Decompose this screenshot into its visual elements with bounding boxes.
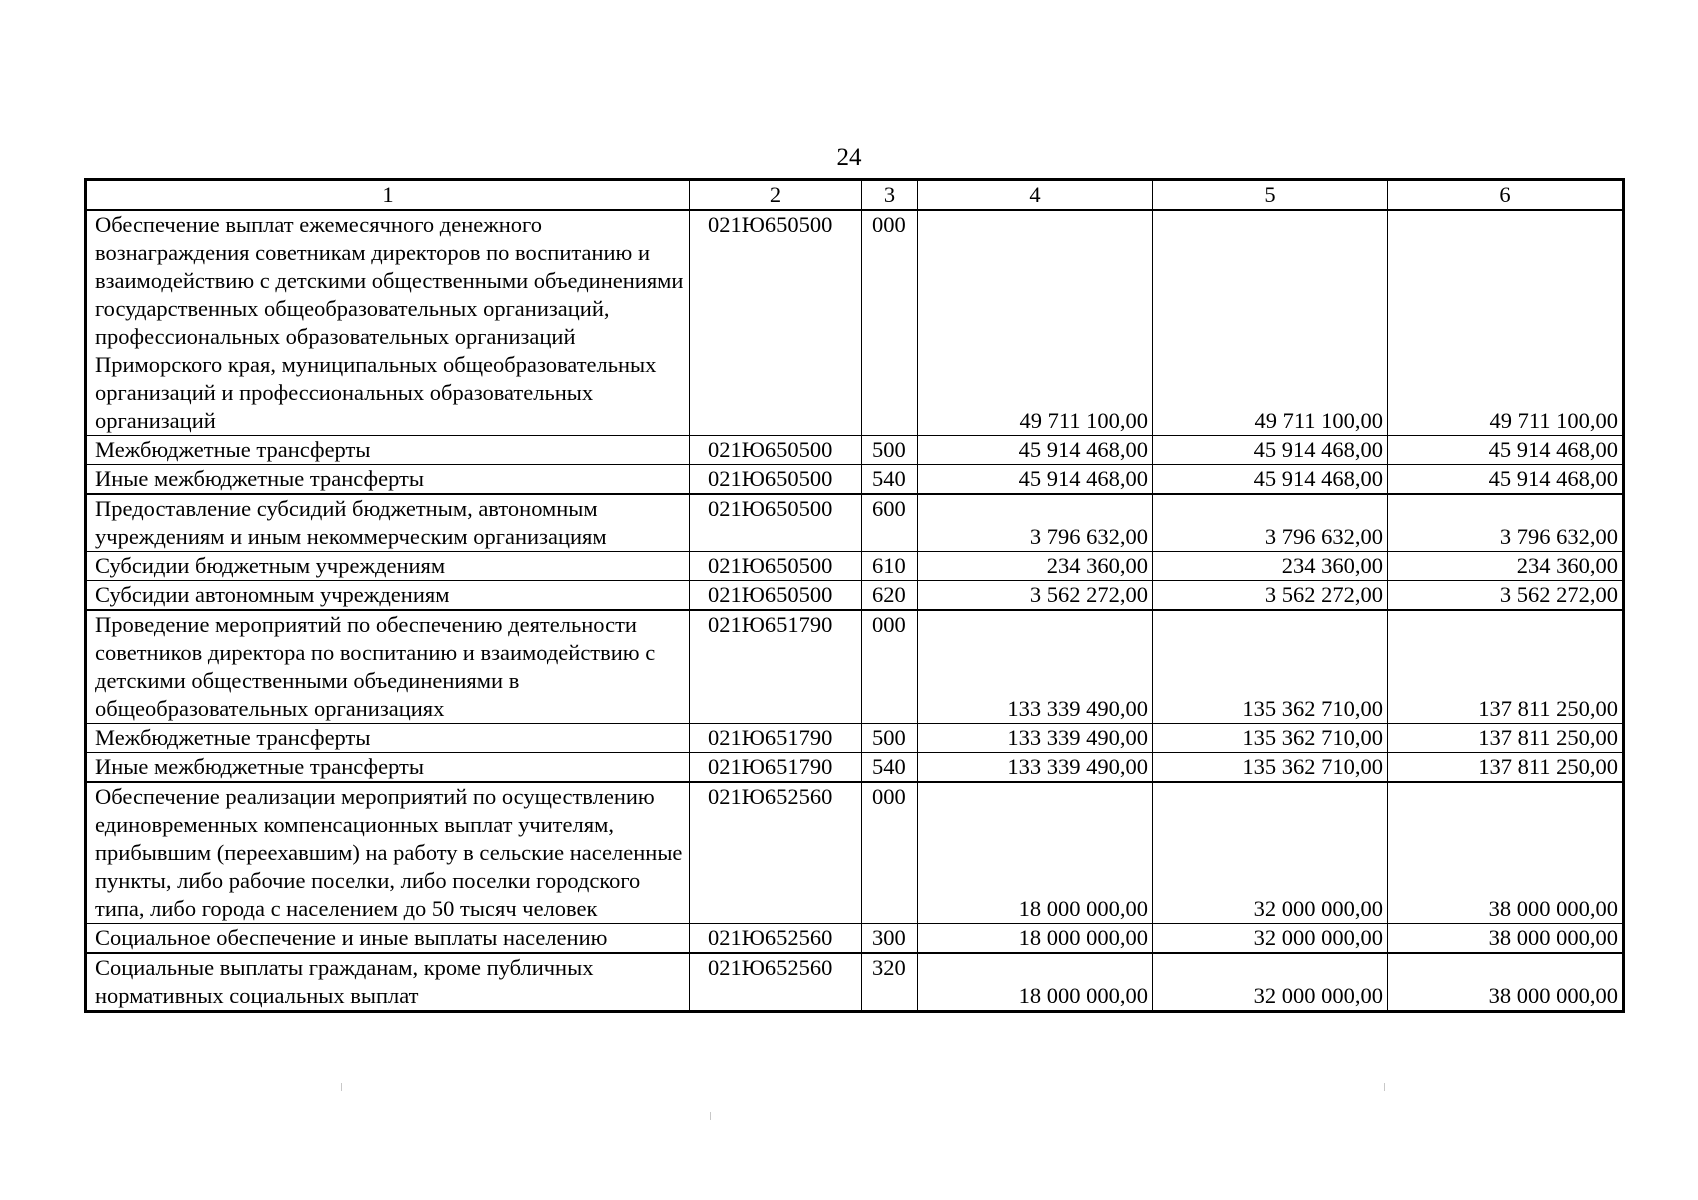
row-amount-col4: 18 000 000,00 xyxy=(918,782,1153,924)
column-header-6: 6 xyxy=(1388,180,1624,211)
table-row xyxy=(86,953,1624,1012)
row-expense-type: 000 xyxy=(862,210,918,436)
row-amount-col5: 135 362 710,00 xyxy=(1153,610,1388,724)
row-amount-col4: 45 914 468,00 xyxy=(918,436,1153,465)
table-row xyxy=(86,724,1624,753)
row-name: Субсидии бюджетным учреждениям xyxy=(86,552,690,581)
row-name: Обеспечение выплат ежемесячного денежного вознаграждения советникам директоров по воспитанию и взаимодействию с детскими общественными объединениями государственных общеобразовательных организаций, профессиональных образовательных организаций Приморского края, муниципальных общеобразовательных организаций и профессиональных образовательных организаций xyxy=(86,210,690,436)
row-name: Предоставление субсидий бюджетным, автономным учреждениям и иным некоммерческим организациям xyxy=(86,494,690,552)
column-header-1: 1 xyxy=(86,180,690,211)
row-expense-type: 540 xyxy=(862,465,918,495)
row-amount-col5: 45 914 468,00 xyxy=(1153,465,1388,495)
budget-table xyxy=(84,178,1625,1013)
row-name: Социальное обеспечение и иные выплаты населению xyxy=(86,924,690,954)
row-amount-col6: 3 796 632,00 xyxy=(1388,494,1624,552)
row-name: Иные межбюджетные трансферты xyxy=(86,465,690,495)
row-name: Межбюджетные трансферты xyxy=(86,724,690,753)
row-target-code: 021Ю652560 xyxy=(690,924,862,954)
table-row xyxy=(86,753,1624,783)
row-amount-col6: 38 000 000,00 xyxy=(1388,953,1624,1012)
row-amount-col6: 45 914 468,00 xyxy=(1388,465,1624,495)
row-target-code: 021Ю650500 xyxy=(690,552,862,581)
row-amount-col4: 18 000 000,00 xyxy=(918,924,1153,954)
table-row xyxy=(86,494,1624,552)
row-name: Обеспечение реализации мероприятий по осуществлению единовременных компенсационных выплат учителям, прибывшим (переехавшим) на работу в сельские населенные пункты, либо рабочие поселки, либо поселки городского типа, либо города с населением до 50 тысяч человек xyxy=(86,782,690,924)
table-row xyxy=(86,436,1624,465)
row-target-code: 021Ю651790 xyxy=(690,724,862,753)
scan-speck xyxy=(710,1112,711,1120)
row-target-code: 021Ю650500 xyxy=(690,210,862,436)
row-amount-col6: 137 811 250,00 xyxy=(1388,610,1624,724)
table-row xyxy=(86,210,1624,436)
row-name: Социальные выплаты гражданам, кроме публичных нормативных социальных выплат xyxy=(86,953,690,1012)
row-expense-type: 000 xyxy=(862,610,918,724)
row-expense-type: 000 xyxy=(862,782,918,924)
row-amount-col5: 135 362 710,00 xyxy=(1153,753,1388,783)
row-target-code: 021Ю650500 xyxy=(690,465,862,495)
column-header-5: 5 xyxy=(1153,180,1388,211)
row-amount-col4: 3 796 632,00 xyxy=(918,494,1153,552)
scan-speck xyxy=(341,1083,342,1091)
table-row xyxy=(86,581,1624,611)
row-amount-col4: 18 000 000,00 xyxy=(918,953,1153,1012)
row-expense-type: 500 xyxy=(862,724,918,753)
row-amount-col4: 133 339 490,00 xyxy=(918,610,1153,724)
table-row xyxy=(86,610,1624,724)
page-number: 24 xyxy=(836,144,862,171)
row-name: Иные межбюджетные трансферты xyxy=(86,753,690,783)
row-amount-col4: 133 339 490,00 xyxy=(918,724,1153,753)
table-row xyxy=(86,924,1624,954)
table-row xyxy=(86,552,1624,581)
row-amount-col5: 3 562 272,00 xyxy=(1153,581,1388,611)
row-amount-col6: 234 360,00 xyxy=(1388,552,1624,581)
row-target-code: 021Ю650500 xyxy=(690,436,862,465)
column-header-3: 3 xyxy=(862,180,918,211)
row-expense-type: 500 xyxy=(862,436,918,465)
row-amount-col6: 38 000 000,00 xyxy=(1388,924,1624,954)
column-header-2: 2 xyxy=(690,180,862,211)
row-amount-col4: 45 914 468,00 xyxy=(918,465,1153,495)
column-header-4: 4 xyxy=(918,180,1153,211)
row-target-code: 021Ю650500 xyxy=(690,494,862,552)
table-row xyxy=(86,465,1624,495)
row-amount-col4: 133 339 490,00 xyxy=(918,753,1153,783)
row-expense-type: 620 xyxy=(862,581,918,611)
row-amount-col5: 135 362 710,00 xyxy=(1153,724,1388,753)
row-name: Субсидии автономным учреждениям xyxy=(86,581,690,611)
table-header-row xyxy=(86,180,1624,211)
row-amount-col5: 49 711 100,00 xyxy=(1153,210,1388,436)
row-amount-col4: 234 360,00 xyxy=(918,552,1153,581)
row-amount-col5: 3 796 632,00 xyxy=(1153,494,1388,552)
row-name: Проведение мероприятий по обеспечению деятельности советников директора по воспитанию и взаимодействию с детскими общественными объединениями в общеобразовательных организациях xyxy=(86,610,690,724)
row-target-code: 021Ю652560 xyxy=(690,953,862,1012)
row-expense-type: 610 xyxy=(862,552,918,581)
row-expense-type: 600 xyxy=(862,494,918,552)
row-expense-type: 300 xyxy=(862,924,918,954)
row-target-code: 021Ю652560 xyxy=(690,782,862,924)
row-amount-col5: 32 000 000,00 xyxy=(1153,924,1388,954)
row-target-code: 021Ю650500 xyxy=(690,581,862,611)
row-expense-type: 320 xyxy=(862,953,918,1012)
row-target-code: 021Ю651790 xyxy=(690,753,862,783)
row-amount-col5: 32 000 000,00 xyxy=(1153,953,1388,1012)
row-amount-col6: 38 000 000,00 xyxy=(1388,782,1624,924)
row-expense-type: 540 xyxy=(862,753,918,783)
row-amount-col4: 3 562 272,00 xyxy=(918,581,1153,611)
row-name: Межбюджетные трансферты xyxy=(86,436,690,465)
row-amount-col6: 49 711 100,00 xyxy=(1388,210,1624,436)
row-amount-col6: 3 562 272,00 xyxy=(1388,581,1624,611)
row-amount-col5: 234 360,00 xyxy=(1153,552,1388,581)
row-target-code: 021Ю651790 xyxy=(690,610,862,724)
row-amount-col6: 137 811 250,00 xyxy=(1388,724,1624,753)
row-amount-col6: 137 811 250,00 xyxy=(1388,753,1624,783)
scan-speck xyxy=(1384,1083,1385,1091)
row-amount-col4: 49 711 100,00 xyxy=(918,210,1153,436)
row-amount-col6: 45 914 468,00 xyxy=(1388,436,1624,465)
table-row xyxy=(86,782,1624,924)
row-amount-col5: 45 914 468,00 xyxy=(1153,436,1388,465)
row-amount-col5: 32 000 000,00 xyxy=(1153,782,1388,924)
